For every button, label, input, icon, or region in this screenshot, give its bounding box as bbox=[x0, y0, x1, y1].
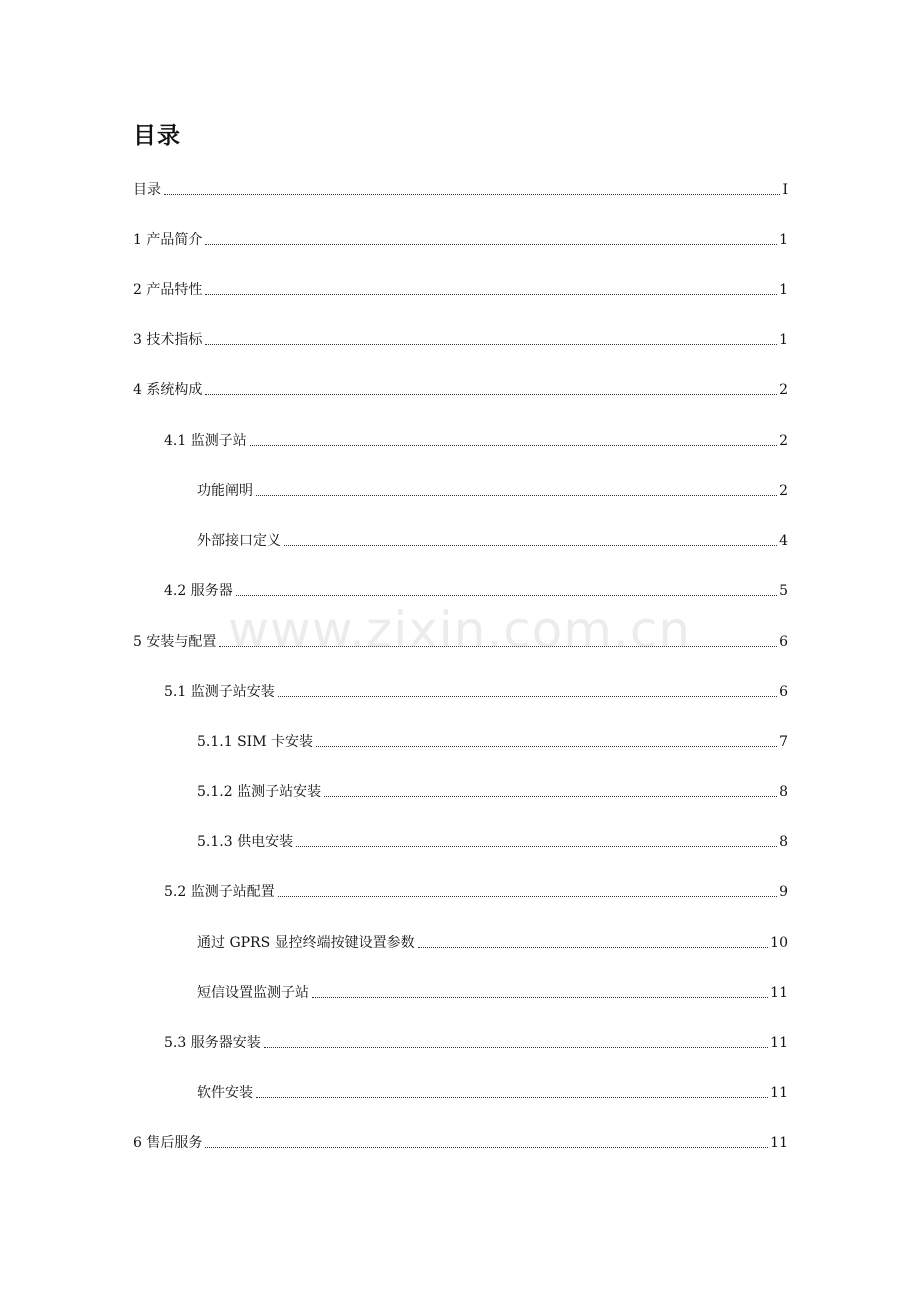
toc-entry-text: 4.2 服务器 bbox=[164, 583, 233, 599]
toc-dot-leader bbox=[316, 745, 777, 747]
toc-entry[interactable] bbox=[133, 327, 788, 349]
toc-entry[interactable] bbox=[133, 1130, 788, 1152]
toc-entry-page: 2 bbox=[779, 382, 788, 398]
toc-dot-leader bbox=[205, 1146, 768, 1148]
toc-dot-leader bbox=[250, 444, 777, 446]
toc-entry-page: 9 bbox=[779, 884, 788, 900]
toc-dot-leader bbox=[256, 494, 777, 496]
toc-entry-text: 5.1 监测子站安装 bbox=[164, 684, 275, 700]
toc-entry-text: 6 售后服务 bbox=[133, 1135, 203, 1151]
toc-entry[interactable] bbox=[197, 779, 788, 801]
toc-entry[interactable] bbox=[197, 729, 788, 751]
toc-entry[interactable] bbox=[133, 277, 788, 299]
toc-entry-page: 2 bbox=[779, 433, 788, 449]
toc-entry-text: 4 系统构成 bbox=[133, 382, 203, 398]
toc-entry-text: 3 技术指标 bbox=[133, 332, 203, 348]
toc-entry[interactable] bbox=[197, 829, 788, 851]
toc-entry-page: 2 bbox=[779, 483, 788, 499]
toc-entry-page: 5 bbox=[779, 583, 788, 599]
toc-entry-text: 5 安装与配置 bbox=[133, 634, 217, 650]
toc-entry[interactable] bbox=[164, 879, 788, 901]
toc-entry-page: 8 bbox=[779, 834, 788, 850]
toc-entry-page: 8 bbox=[779, 784, 788, 800]
toc-entry-page: I bbox=[782, 182, 788, 198]
toc-entry[interactable] bbox=[197, 980, 788, 1002]
toc-dot-leader bbox=[236, 594, 777, 596]
toc-dot-leader bbox=[164, 193, 780, 195]
toc-entry-text: 5.1.2 监测子站安装 bbox=[197, 784, 322, 800]
toc-entry[interactable] bbox=[133, 227, 788, 249]
toc-entry-page: 10 bbox=[770, 935, 788, 951]
toc-dot-leader bbox=[284, 544, 777, 546]
toc-entry-text: 1 产品简介 bbox=[133, 232, 203, 248]
toc-entry-page: 1 bbox=[779, 282, 788, 298]
toc-entry[interactable] bbox=[164, 428, 788, 450]
toc-entry-page: 1 bbox=[779, 332, 788, 348]
toc-dot-leader bbox=[324, 795, 777, 797]
toc-entry-text: 短信设置监测子站 bbox=[197, 985, 309, 1001]
page-title: 目录 bbox=[133, 123, 181, 149]
toc-entry-text: 通过 GPRS 显控终端按键设置参数 bbox=[197, 935, 415, 951]
toc-dot-leader bbox=[278, 695, 777, 697]
toc-entry[interactable] bbox=[133, 177, 788, 199]
toc-entry[interactable] bbox=[164, 1030, 788, 1052]
toc-entry-text: 目录 bbox=[133, 182, 161, 198]
toc-entry[interactable] bbox=[197, 930, 788, 952]
toc-entry-text: 5.1.3 供电安装 bbox=[197, 834, 294, 850]
toc-dot-leader bbox=[205, 393, 777, 395]
toc-entry-page: 11 bbox=[770, 985, 788, 1001]
toc-entry[interactable] bbox=[164, 679, 788, 701]
toc-entry-text: 外部接口定义 bbox=[197, 533, 281, 549]
toc-dot-leader bbox=[418, 946, 769, 948]
toc-entry-text: 软件安装 bbox=[197, 1085, 253, 1101]
toc-dot-leader bbox=[264, 1046, 768, 1048]
toc-entry-page: 6 bbox=[779, 634, 788, 650]
toc-entry-page: 4 bbox=[779, 533, 788, 549]
toc-entry-page: 11 bbox=[770, 1035, 788, 1051]
toc-dot-leader bbox=[278, 895, 777, 897]
toc-entry-page: 6 bbox=[779, 684, 788, 700]
toc-dot-leader bbox=[296, 845, 777, 847]
toc-dot-leader bbox=[256, 1096, 768, 1098]
toc-entry[interactable] bbox=[164, 578, 788, 600]
toc-entry-page: 7 bbox=[779, 734, 788, 750]
toc-entry-page: 11 bbox=[770, 1135, 788, 1151]
toc-entry[interactable] bbox=[133, 377, 788, 399]
watermark: www.zixin.com.cn bbox=[228, 601, 692, 659]
toc-entry[interactable] bbox=[197, 478, 788, 500]
toc-entry-text: 5.1.1 SIM 卡安装 bbox=[197, 734, 313, 750]
toc-entry-text: 功能阐明 bbox=[197, 483, 253, 499]
toc-dot-leader bbox=[312, 996, 768, 998]
toc-entry-text: 5.2 监测子站配置 bbox=[164, 884, 275, 900]
toc-entry-text: 2 产品特性 bbox=[133, 282, 203, 298]
toc-entry-text: 5.3 服务器安装 bbox=[164, 1035, 261, 1051]
toc-entry-page: 11 bbox=[770, 1085, 788, 1101]
toc-dot-leader bbox=[205, 243, 777, 245]
toc-entry-page: 1 bbox=[779, 232, 788, 248]
toc-entry-text: 4.1 监测子站 bbox=[164, 433, 247, 449]
toc-entry[interactable] bbox=[197, 1080, 788, 1102]
toc-dot-leader bbox=[205, 293, 777, 295]
toc-entry[interactable] bbox=[197, 528, 788, 550]
toc-dot-leader bbox=[205, 343, 777, 345]
